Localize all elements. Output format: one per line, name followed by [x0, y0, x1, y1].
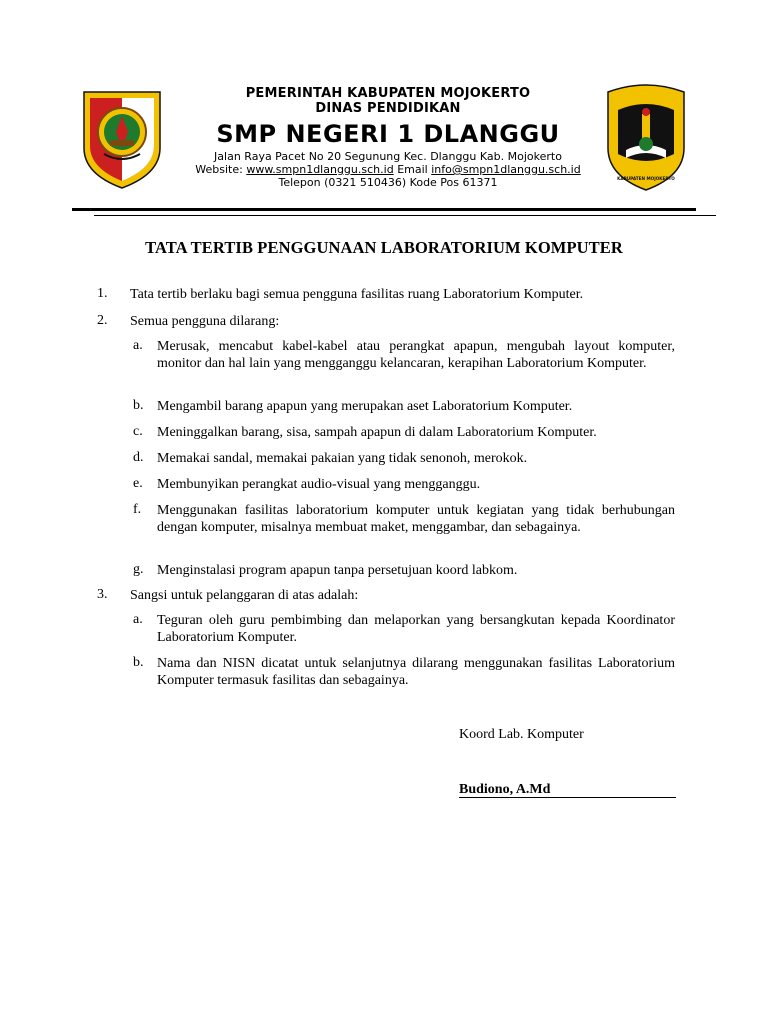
sanction-item: Nama dan NISN dicatat untuk selanjutnya dilarang menggunakan fasilitas Laboratorium Komputer termasuk fasilitas dan sebagainya. [157, 656, 675, 689]
prohibition-item: Memakai sandal, memakai pakaian yang tidak senonoh, merokok. [157, 451, 528, 466]
subitem-letter: c. [133, 424, 143, 439]
subitem-letter: a. [133, 338, 143, 353]
department-name: DINAS PENDIDIKAN [315, 101, 461, 116]
rule-item: Sangsi untuk pelanggaran di atas adalah: [130, 588, 359, 603]
document-title: TATA TERTIB PENGGUNAAN LABORATORIUM KOMPUTER [145, 238, 623, 257]
mojokerto-regency-crest-logo [80, 88, 164, 190]
government-name: PEMERINTAH KABUPATEN MOJOKERTO [245, 86, 531, 101]
subitem-letter: f. [133, 502, 142, 517]
item-number: 2. [97, 313, 108, 328]
website-label: Website: [195, 163, 243, 176]
sanction-item: Teguran oleh guru pembimbing dan melaporkan yang bersangkutan kepada Koordinator Laboratorium Komputer. [157, 613, 675, 646]
smpn1-dlanggu-school-logo [604, 84, 688, 194]
contact-line [160, 163, 616, 176]
item-number: 1. [97, 286, 108, 301]
subitem-letter: b. [133, 655, 144, 670]
school-logo-caption: KABUPATEN MOJOKERTO [617, 176, 675, 181]
signature-name: Budiono, A.Md [459, 782, 551, 797]
letterhead-divider-thick [72, 208, 696, 211]
phone-line: Telepon (0321 510436) Kode Pos 61371 [278, 176, 498, 189]
subitem-letter: b. [133, 398, 144, 413]
rule-item: Tata tertib berlaku bagi semua pengguna fasilitas ruang Laboratorium Komputer. [130, 287, 584, 302]
subitem-letter: g. [133, 562, 144, 577]
school-address: Jalan Raya Pacet No 20 Segunung Kec. Dlanggu Kab. Mojokerto [214, 150, 562, 163]
subitem-letter: a. [133, 612, 143, 627]
prohibition-item: Menggunakan fasilitas laboratorium komputer untuk kegiatan yang tidak berhubungan dengan komputer, misalnya membuat maket, menggambar, dan sebagainya. [157, 503, 675, 536]
email-link[interactable]: info@smpn1dlanggu.sch.id [431, 163, 581, 176]
signature-underline [459, 797, 676, 798]
prohibition-item: Merusak, mencabut kabel-kabel atau perangkat apapun, mengubah layout komputer, monitor dan hal lain yang mengganggu kelancaran, kerapihan Laboratorium Komputer. [157, 339, 675, 372]
subitem-letter: e. [133, 476, 143, 491]
prohibition-item: Menginstalasi program apapun tanpa persetujuan koord labkom. [157, 563, 518, 578]
email-label: Email [397, 163, 428, 176]
letterhead-divider-thin [94, 215, 716, 216]
prohibition-item: Mengambil barang apapun yang merupakan aset Laboratorium Komputer. [157, 399, 573, 414]
rule-item: Semua pengguna dilarang: [130, 314, 280, 329]
prohibition-item: Meninggalkan barang, sisa, sampah apapun di dalam Laboratorium Komputer. [157, 425, 597, 440]
subitem-letter: d. [133, 450, 144, 465]
letterhead [160, 86, 616, 189]
signature-role: Koord Lab. Komputer [459, 727, 584, 742]
prohibition-item: Membunyikan perangkat audio-visual yang mengganggu. [157, 477, 481, 492]
item-number: 3. [97, 587, 108, 602]
website-link[interactable]: www.smpn1dlanggu.sch.id [246, 163, 394, 176]
school-name: SMP NEGERI 1 DLANGGU [216, 120, 560, 148]
